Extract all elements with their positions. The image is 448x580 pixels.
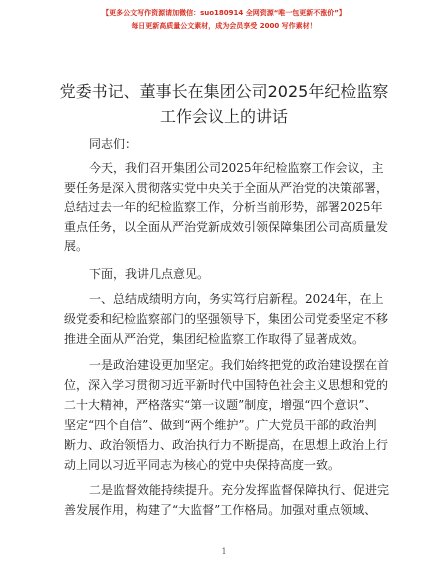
body-line: 展。 [64,239,89,253]
page-number: 1 [221,547,227,556]
body-line: 下面，我讲几点意见。 [89,267,210,281]
header-banner-line-1: 【更多公文写作资源请加微信：suo180914 全网资源“唯一包更新不涨价”】 [102,9,346,17]
body-line: 断力、政治领悟力、政治执行力不断提高，在思想上政治上行 [64,438,389,452]
body-line: 善发展作用，构建了“大监督”工作格局。加强对重点领域、 [64,503,377,517]
document-title-line-2: 工作会议上的讲话 [159,107,288,126]
body-line: 二是监督效能持续提升。充分发挥监督保障执行、促进完 [89,483,390,497]
document-title-line-1: 党委书记、董事长在集团公司2025年纪检监察 [59,82,389,101]
body-line: 今天，我们召开集团公司2025年纪检监察工作会议，主 [89,161,384,175]
body-line: 坚定“四个自信”、做到“两个维护”。广大党员干部的政治判 [64,418,377,432]
body-line: 级党委和纪检监察部门的坚强领导下，集团公司党委坚定不移 [64,312,389,326]
body-line: 总结过去一年的纪检监察工作，分析当前形势，部署2025年 [64,200,383,214]
body-line: 动上同以习近平同志为核心的党中央保持高度一致。 [64,458,341,472]
body-line: 位，深入学习贯彻习近平新时代中国特色社会主义思想和党的 [64,378,389,392]
body-line: 一是政治建设更加坚定。我们始终把党的政治建设摆在首 [89,358,390,372]
body-line: 要任务是深入贯彻落实党中央关于全面从严治党的决策部署， [64,181,389,195]
body-line: 二十大精神，严格落实“第一议题”制度，增强“四个意识”、 [64,398,377,412]
section-heading-line: 一、总结成绩明方向，务实笃行启新程。2024年，在上 [89,292,384,306]
salutation: 同志们： [89,137,138,151]
body-line: 重点任务，以全面从严治党新成效引领保障集团公司高质量发 [64,220,389,234]
body-line: 推进全面从严治党，集团纪检监察工作取得了显著成效。 [64,332,365,346]
header-banner-line-2: 每日更新高质量公文素材，成为会员享受 2000 写作素材！ [131,22,317,30]
